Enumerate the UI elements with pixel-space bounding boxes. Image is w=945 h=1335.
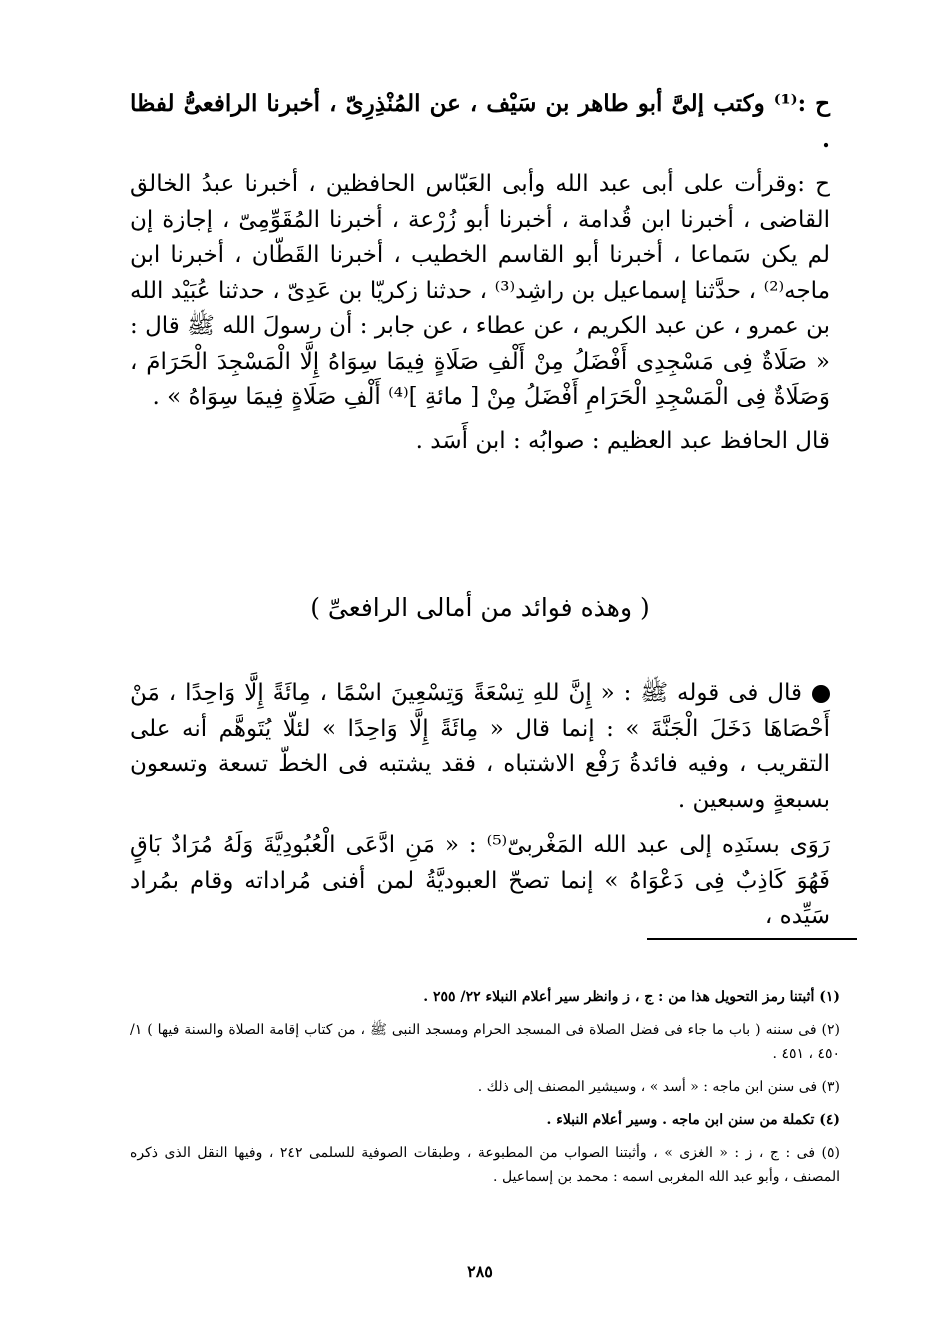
- section-paragraph-1: [130, 676, 830, 818]
- footnote-divider: [647, 938, 857, 940]
- page-number: ٢٨٥: [467, 1262, 493, 1281]
- bullet-icon: [812, 685, 830, 703]
- footnote-1: (١) أثبتنا رمز التحويل هذا من : ج ، ز وانظر سير أعلام النبلاء ٢٢/ ٢٥٥ .: [423, 989, 840, 1005]
- main-text-block: [130, 86, 830, 459]
- section-text-block: [130, 676, 830, 935]
- footnote-5: (٥) فى : ج ، ز : « الغزى » ، وأثبتنا الصواب من المطبوعة ، وطبقات الصوفية للسلمى ٢٤٢ ، وفيها النقل الذى ذكره المصنف ، وأبو عبد الله المغربى اسمه : محمد بن إسماعيل .: [130, 1145, 840, 1185]
- footnote-3: (٣) فى سنن ابن ماجه : « أسد » ، وسيشير المصنف إلى ذلك .: [477, 1079, 840, 1095]
- correction-note: قال الحافظ عبد العظيم : صوابُه : ابن أَسَد .: [415, 427, 830, 454]
- footnote-2: (٢) فى سننه ( باب ما جاء فى فضل الصلاة فى المسجد الحرام ومسجد النبى ﷺ ، من كتاب إقامة الصلاة والسنة فيها ) ١/ ٤٥٠ ، ٤٥١ .: [130, 1022, 840, 1062]
- hadith-paragraph: ح :وقرأت على أبى عبد الله وأبى العَبّاس الحافظين ، أخبرنا عبدُ الخالق القاضى ، أخبرنا ابن قُدامة ، أخبرنا أبو زُرْعة ، أخبرنا المُقَوِّمِىّ ، إجازة إن لم يكن سَماعا ، أخبرنا أبو القاسم الخطيب ، أخبرنا القَطّان ، أخبرنا ابن ماجه⁽²⁾ ، حدَّثنا إسماعيل بن راشِد⁽³⁾ ، حدثنا زكريّا بن عَدِىّ ، حدثنا عُبَيْد الله بن عمرو ، عن عبد الكريم ، عن عطاء ، عن جابر : أن رسولَ الله ﷺ قال : « صَلَاةٌ فِى مَسْجِدِى أَفْضَلُ مِنْ أَلْفِ صَلَاةٍ فِيمَا سِوَاهُ إِلَّا الْمَسْجِدَ الْحَرَامَ ، وَصَلَاةٌ فِى الْمَسْجِدِ الْحَرَامِ أَفْضَلُ مِنْ [ مائةِ ]⁽⁴⁾ أَلْفِ صَلَاةٍ فِيمَا سِوَاهُ » .: [130, 171, 831, 410]
- section-paragraph-1-text: قال فى قوله ﷺ : « إِنَّ للهِ تِسْعَةً وَتِسْعِينَ اسْمًا ، مِائَةً إِلَّا وَاحِدًا ، مَنْ أَحْصَاهَا دَخَلَ الْجَنَّةَ » : إنما قال « مِائَةً إِلَّا وَاحِدًا » لئلّا يُتَوهَّم أنه على التقريب ، وفيه فائدةُ رَفْع الاشتباه ، فقد يشتبه فى الخطّ تسعة وتسعون بسبعةٍ وسبعين .: [130, 680, 830, 813]
- section-paragraph-2: رَوَى بسنَدِه إلى عبد الله المَغْربىّ⁽⁵⁾ : « مَنِ ادَّعَى الْعُبُودِيَّةَ وَلَهُ مُرَادٌ بَاقٍ فَهُوَ كَاذِبٌ فِى دَعْوَاهُ » إنما تصحّ العبوديَّةُ لمن أفنى مُراداته وقام بمُراد سَيِّده ،: [130, 832, 830, 929]
- footnotes: [130, 985, 840, 1198]
- footnote-4: (٤) تكملة من سنن ابن ماجه . وسير أعلام النبلاء .: [546, 1112, 840, 1128]
- isnad-line: ح :⁽¹⁾ وكتب إلىَّ أبو طاهر بن سَيْف ، عن المُنْذِرِىّ ، أخبرنا الرافعىُّ لفظا .: [130, 90, 830, 153]
- section-heading: ( وهذه فوائد من أمالى الرافعىِّ ): [310, 593, 650, 622]
